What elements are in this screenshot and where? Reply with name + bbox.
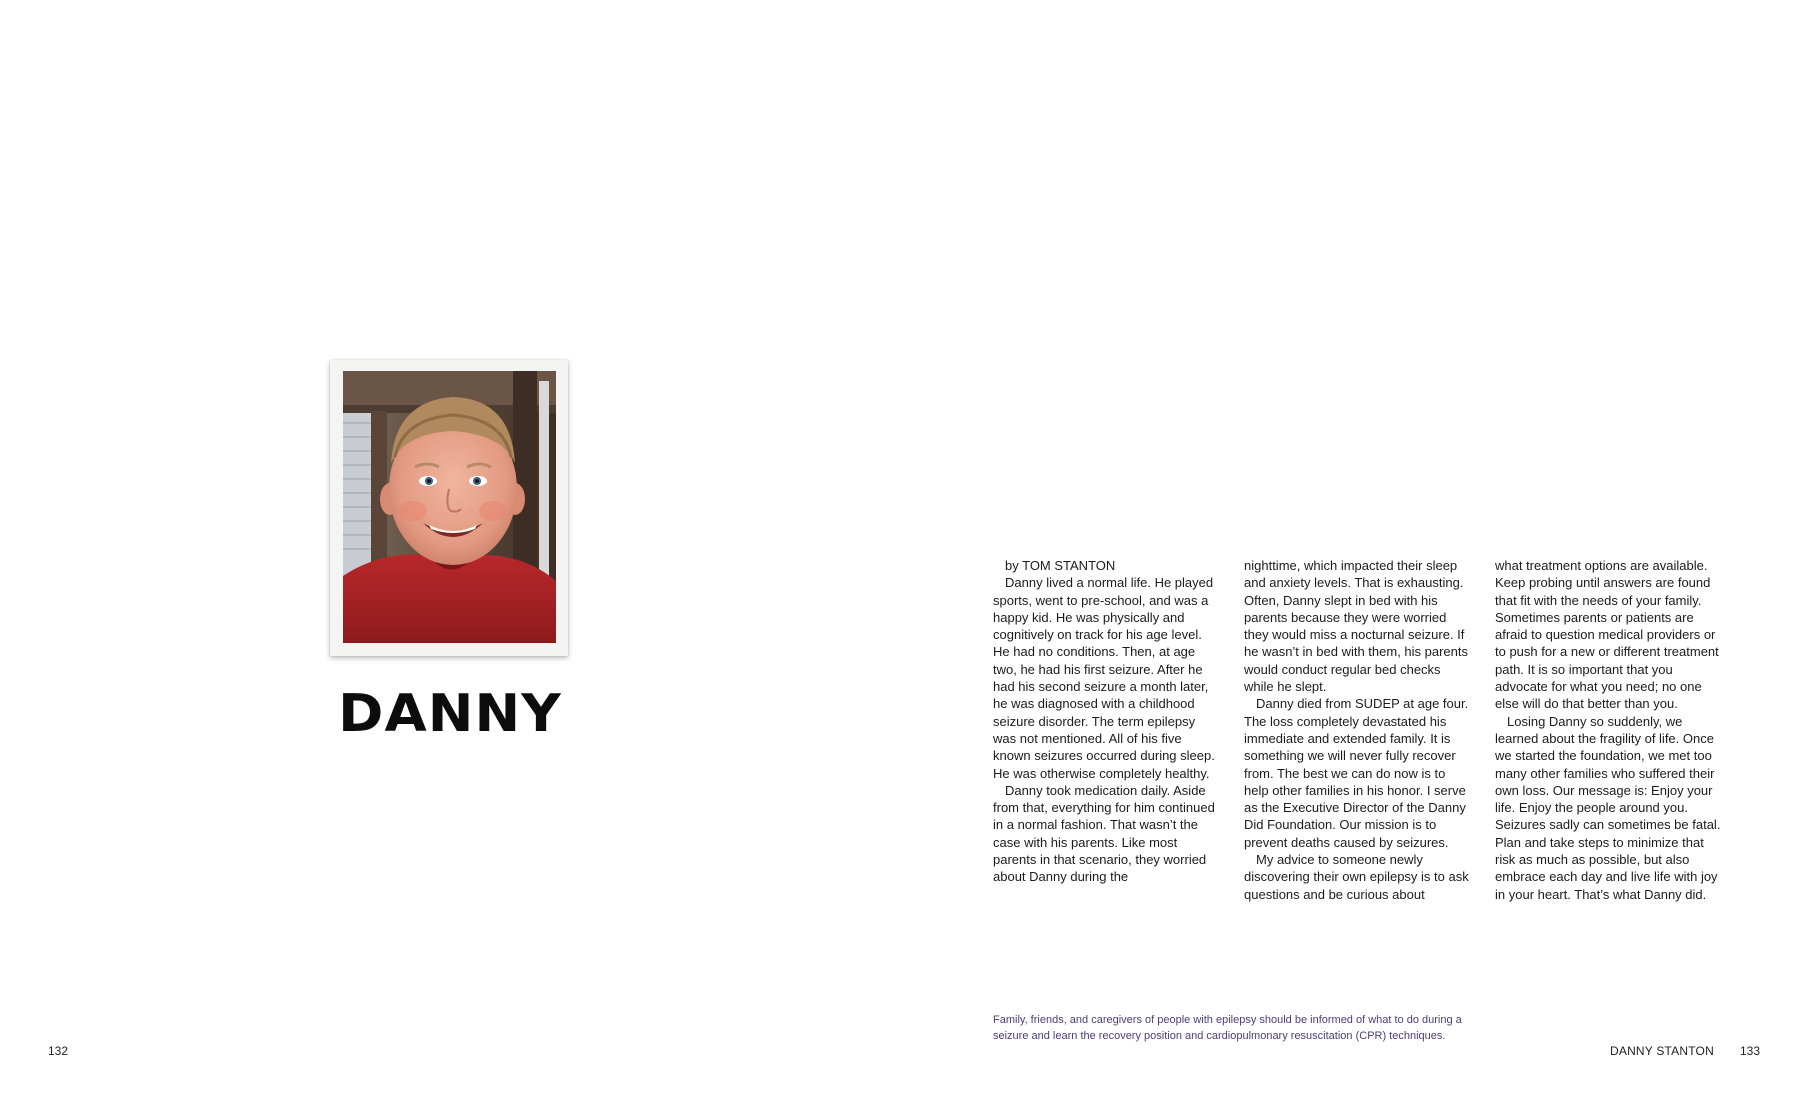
article-paragraph: what treatment options are available. Keep probing until answers are found that fit with the needs of your family. Sometimes parents or patients are afraid to question medical providers or to push for a new or different treatment path. It is so important that you advocate for what you need; no one else will do that better than you.: [1495, 558, 1719, 712]
portrait-photo-frame: [330, 360, 568, 656]
article-column-3: [1495, 557, 1721, 903]
page-number-left: 132: [48, 1044, 69, 1058]
article-paragraph: nighttime, which impacted their sleep and anxiety levels. That is exhausting. Often, Danny slept in bed with his parents because they were worried they would miss a nocturnal seizure. If he wasn’t in bed with them, his parents would conduct regular bed checks while he slept.: [1244, 558, 1469, 695]
article-column-1: [993, 557, 1219, 886]
footnote: Family, friends, and caregivers of people with epilepsy should be informed of what to do during a seizure and learn the recovery position and cardiopulmonary resuscitation (CPR) techniques.: [993, 1014, 1462, 1042]
page-title: DANNY: [338, 684, 562, 744]
article-paragraph: Losing Danny so suddenly, we learned about the fragility of life. Once we started the foundation, we met too many other families who suffered their own loss. Our message is: Enjoy your life. Enjoy the people around you. Seizures sadly can sometimes be fatal. Plan and take steps to minimize that risk as much as possible, but also embrace each day and live life with joy in your heart. That’s what Danny did.: [1495, 713, 1721, 902]
running-head: DANNY STANTON: [1610, 1044, 1714, 1058]
article-paragraph: Danny died from SUDEP at age four. The loss completely devastated his immediate and extended family. It is something we will never fully recover from. The best we can do now is to help other families in his honor. I serve as the Executive Director of the Danny Did Foundation. Our mission is to prevent deaths caused by seizures.: [1244, 696, 1469, 850]
article-paragraph: My advice to someone newly discovering their own epilepsy is to ask questions and be curious about: [1244, 852, 1469, 902]
portrait-photo: [343, 371, 556, 643]
page-number-right: 133: [1740, 1044, 1761, 1058]
article-paragraph: Danny lived a normal life. He played sports, went to pre-school, and was a happy kid. He was physically and cognitively on track for his age level. He had no conditions. Then, at age two, he had his first seizure. After he had his second seizure a month later, he was diagnosed with a childhood seizure disorder. The term epilepsy was not mentioned. All of his five known seizures occurred during sleep. He was otherwise completely healthy.: [993, 575, 1215, 781]
article-paragraph: Danny took medication daily. Aside from that, everything for him continued in a normal fashion. That wasn’t the case with his parents. Like most parents in that scenario, they worried about Danny during the: [993, 782, 1215, 885]
article-column-2: [1244, 557, 1470, 903]
byline: by TOM STANTON: [1005, 558, 1116, 573]
portrait-photo-illustration: [343, 371, 556, 643]
